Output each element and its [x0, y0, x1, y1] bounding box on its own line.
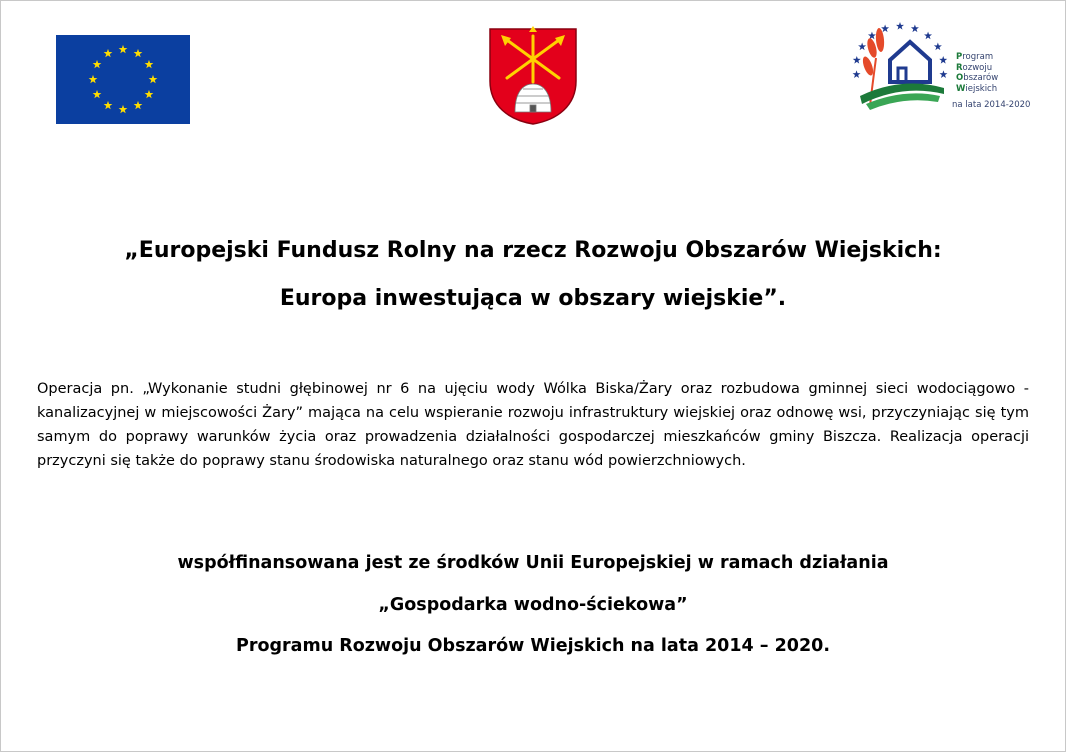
eu-star-icon	[145, 60, 154, 68]
funding-line-1: współfinansowana jest ze środków Unii Europejskiej w ramach działania	[177, 553, 889, 573]
page-title-line-1: „Europejski Fundusz Rolny na rzecz Rozwoju Obszarów Wiejskich:	[124, 238, 942, 263]
prow-star-icon	[939, 56, 947, 64]
eu-star-icon	[93, 90, 102, 98]
prow-star-icon	[939, 70, 947, 78]
prow-star-icon	[911, 24, 919, 32]
eu-star-icon	[119, 45, 128, 53]
prow-star-icon	[896, 22, 904, 30]
eu-star-icon	[134, 49, 143, 57]
prow-years: na lata 2014-2020	[952, 100, 1031, 110]
prow-star-icon	[924, 32, 932, 40]
eu-star-icon	[149, 75, 158, 83]
prow-star-icon	[858, 43, 866, 51]
eu-star-icon	[89, 75, 98, 83]
eu-star-icon	[104, 101, 113, 109]
prow-star-icon	[868, 32, 876, 40]
funding-line-2: „Gospodarka wodno-ściekowa”	[378, 595, 688, 615]
eu-star-icon	[134, 101, 143, 109]
prow-emblem-icon	[832, 18, 950, 118]
prow-logo: Program Rozwoju Obszarów Wiejskich na lata 2014-2020	[832, 18, 1012, 118]
eu-star-icon	[93, 60, 102, 68]
operation-description: Operacja pn. „Wykonanie studni głębinowej nr 6 na ujęciu wody Wólka Biska/Żary oraz rozbudowa gminnej sieci wodociągowo - kanalizacyjnej w miejscowości Żary” mająca na celu wspieranie rozwoju infrastruktury wiejskiej oraz odnowę wsi, przyczyniając się tym samym do poprawy warunków życia oraz prowadzenia działalności gospodarczej mieszkańców gminy Biszcza. Realizacja operacji przyczyni się także do poprawy stanu środowiska naturalnego oraz stanu wód powierzchniowych.	[37, 381, 1029, 469]
eu-star-icon	[119, 105, 128, 113]
funding-line-3: Programu Rozwoju Obszarów Wiejskich na lata 2014 – 2020.	[236, 636, 830, 656]
coat-of-arms-icon	[487, 26, 579, 126]
page-title-line-2: Europa inwestująca w obszary wiejskie”.	[279, 286, 787, 311]
eu-star-icon	[145, 90, 154, 98]
prow-star-icon	[881, 24, 889, 32]
prow-star-icon	[853, 56, 861, 64]
prow-star-icon	[853, 70, 861, 78]
eu-flag-icon	[56, 35, 190, 124]
eu-star-icon	[104, 49, 113, 57]
prow-star-icon	[934, 43, 942, 51]
